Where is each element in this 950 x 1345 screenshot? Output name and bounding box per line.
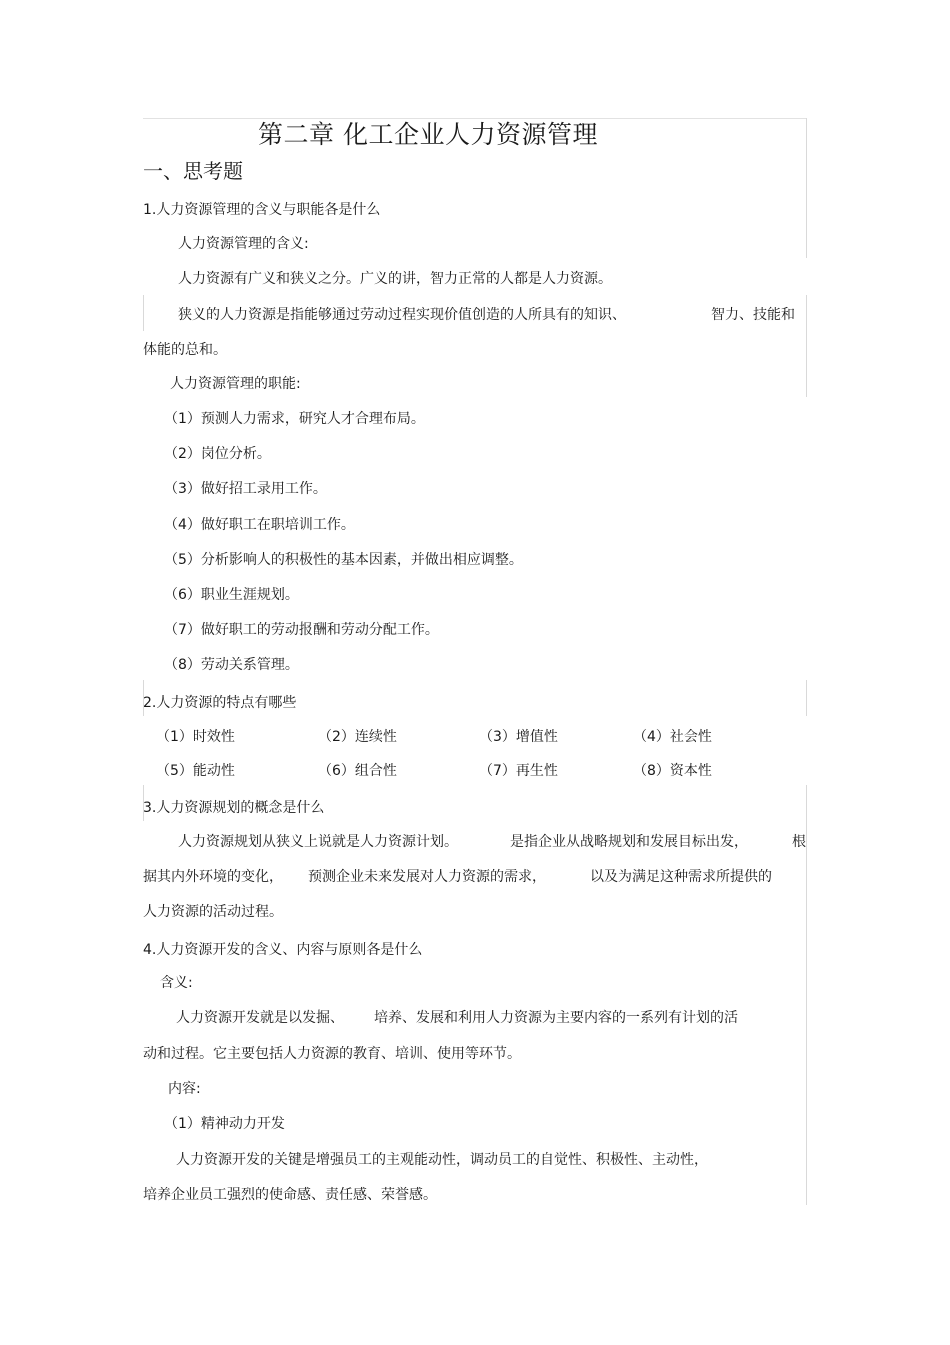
frame-right-border xyxy=(806,118,807,258)
paragraph: 人力资源的活动过程。 xyxy=(143,904,283,920)
paragraph: 体能的总和。 xyxy=(143,342,227,358)
paragraph: 狭义的人力资源是指能够通过劳动过程实现价值创造的人所具有的知识、 xyxy=(178,307,626,323)
list-item: （8）劳动关系管理。 xyxy=(164,657,299,673)
paragraph: 是指企业从战略规划和发展目标出发， xyxy=(510,834,748,850)
frame-left-border xyxy=(143,295,144,331)
frame-right-border xyxy=(806,680,807,716)
paragraph: 根 xyxy=(792,834,806,850)
list-item: （6）职业生涯规划。 xyxy=(164,587,299,603)
trait-item: （3）增值性 xyxy=(479,729,558,745)
page-title: 第二章 化工企业人力资源管理 xyxy=(258,120,598,149)
paragraph: 以及为满足这种需求所提供的 xyxy=(590,869,772,885)
paragraph: 据其内外环境的变化， xyxy=(143,869,283,885)
list-item: （4）做好职工在职培训工作。 xyxy=(164,517,355,533)
trait-item: （5）能动性 xyxy=(156,763,235,779)
trait-item: （8）资本性 xyxy=(633,763,712,779)
list-item: （1）精神动力开发 xyxy=(164,1116,285,1132)
paragraph: 人力资源开发就是以发掘、 xyxy=(176,1010,344,1026)
paragraph: 智力、技能和 xyxy=(711,307,795,323)
question-heading: 1.人力资源管理的含义与职能各是什么 xyxy=(143,202,381,218)
question-heading: 2.人力资源的特点有哪些 xyxy=(143,695,297,711)
frame-right-border xyxy=(806,785,807,1205)
question-heading: 4.人力资源开发的含义、内容与原则各是什么 xyxy=(143,942,423,958)
question-heading: 3.人力资源规划的概念是什么 xyxy=(143,800,325,816)
paragraph: 培养、发展和利用人力资源为主要内容的一系列有计划的活 xyxy=(374,1010,738,1026)
paragraph: 培养企业员工强烈的使命感、责任感、荣誉感。 xyxy=(143,1187,437,1203)
trait-item: （6）组合性 xyxy=(318,763,397,779)
paragraph: 人力资源开发的关键是增强员工的主观能动性，调动员工的自觉性、积极性、主动性， xyxy=(176,1152,708,1168)
paragraph: 人力资源有广义和狭义之分。广义的讲，智力正常的人都是人力资源。 xyxy=(178,271,612,287)
list-item: （7）做好职工的劳动报酬和劳动分配工作。 xyxy=(164,622,439,638)
content-label: 内容: xyxy=(168,1081,201,1097)
meaning-label: 含义: xyxy=(160,975,193,991)
paragraph: 动和过程。它主要包括人力资源的教育、培训、使用等环节。 xyxy=(143,1046,521,1062)
list-item: （2）岗位分析。 xyxy=(164,446,271,462)
paragraph: 预测企业未来发展对人力资源的需求， xyxy=(308,869,546,885)
trait-item: （4）社会性 xyxy=(633,729,712,745)
list-item: （5）分析影响人的积极性的基本因素，并做出相应调整。 xyxy=(164,552,523,568)
list-item: （1）预测人力需求，研究人才合理布局。 xyxy=(164,411,425,427)
list-item: （3）做好招工录用工作。 xyxy=(164,481,327,497)
meaning-label: 人力资源管理的含义: xyxy=(178,236,309,252)
paragraph: 人力资源规划从狭义上说就是人力资源计划。 xyxy=(178,834,458,850)
trait-item: （1）时效性 xyxy=(156,729,235,745)
trait-item: （7）再生性 xyxy=(479,763,558,779)
function-label: 人力资源管理的职能: xyxy=(170,376,301,392)
frame-right-border xyxy=(806,295,807,397)
section-heading: 一、思考题 xyxy=(143,159,243,183)
trait-item: （2）连续性 xyxy=(318,729,397,745)
